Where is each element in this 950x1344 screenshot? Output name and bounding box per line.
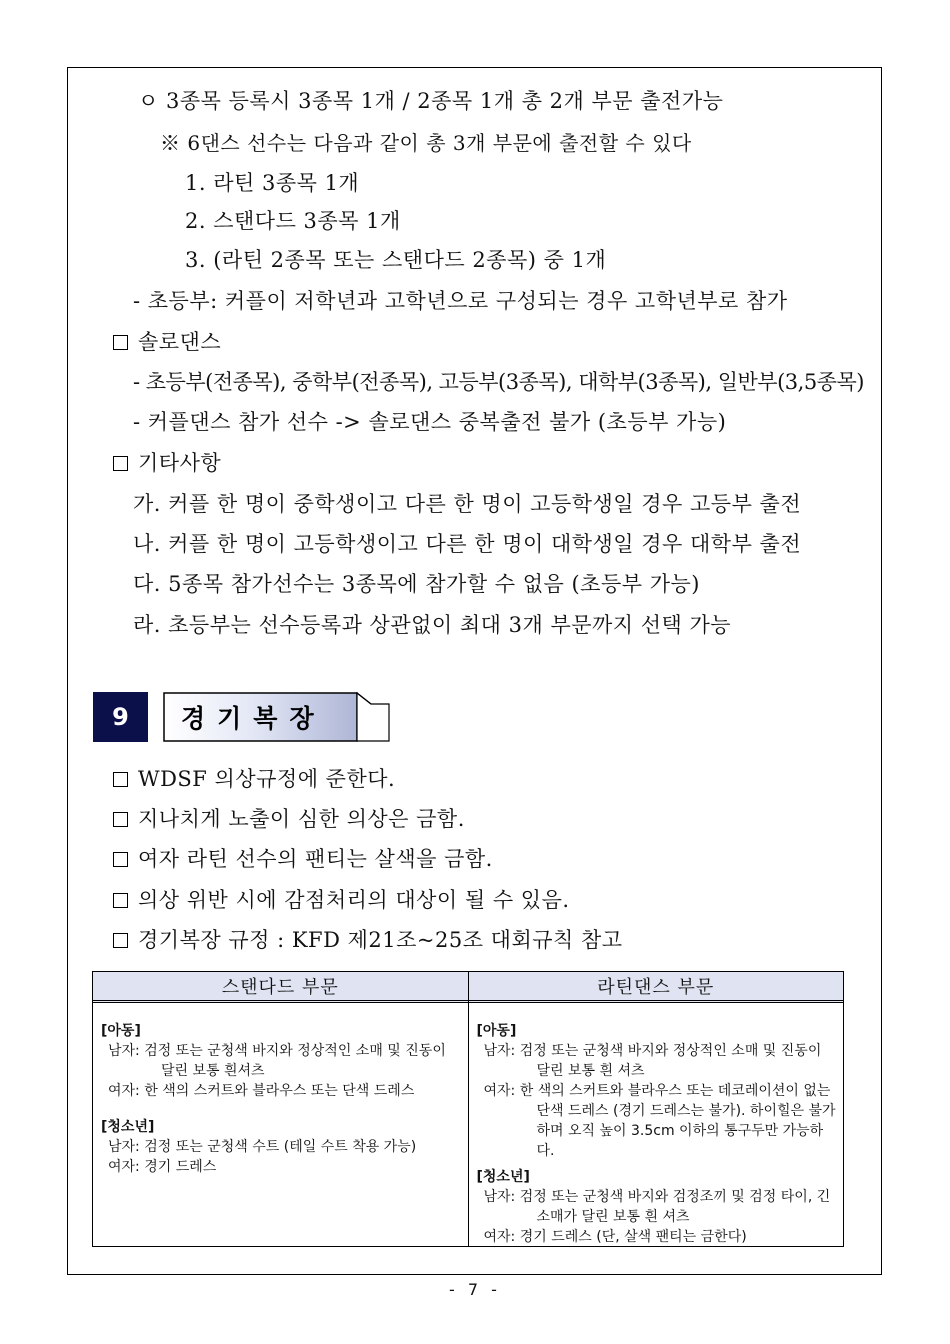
list-item: 2. 스탠다드 3종목 1개 (185, 209, 401, 233)
latin-header: 라틴댄스 부문 (469, 972, 844, 1003)
list-item: 3. (라틴 2종목 또는 스탠다드 2종목) 중 1개 (185, 248, 607, 272)
rule-line: 지나치게 노출이 심한 의상은 금함. (113, 805, 465, 833)
checkbox-square-icon (113, 456, 128, 471)
latin-column (468, 972, 844, 1246)
standard-column (93, 972, 468, 1246)
misc-item: 다. 5종목 참가선수는 3종목에 참가할 수 없음 (초등부 가능) (133, 572, 700, 596)
dress-code-table (92, 971, 844, 1247)
youth-label: [청소년] (101, 1119, 155, 1135)
solo-line: - 커플댄스 참가 선수 -> 솔로댄스 중복출전 불가 (초등부 가능) (133, 410, 727, 434)
misc-item: 가. 커플 한 명이 중학생이고 다른 한 명이 고등학생일 경우 고등부 출전 (133, 492, 802, 516)
checkbox-square-icon (113, 852, 128, 867)
solo-heading: 솔로댄스 (113, 328, 221, 356)
checkbox-square-icon (113, 335, 128, 350)
checkbox-square-icon (113, 933, 128, 948)
list-item: 1. 라틴 3종목 1개 (185, 171, 360, 195)
section-number: 9 (93, 692, 148, 742)
rule-line: 경기복장 규정 : KFD 제21조~25조 대회규칙 참고 (113, 926, 623, 954)
elementary-note: - 초등부: 커플이 저학년과 고학년으로 구성되는 경우 고학년부로 참가 (133, 289, 788, 313)
rule-line: 의상 위반 시에 감점처리의 대상이 될 수 있음. (113, 886, 570, 914)
child-label: [아동] (476, 1023, 517, 1039)
child-female: 여자: 한 색의 스커트와 블라우스 또는 단색 드레스 (108, 1083, 415, 1099)
checkbox-square-icon (113, 812, 128, 827)
child-male: 남자: 검정 또는 군청색 바지와 정상적인 소매 및 진동이 달린 보통 흰 셔츠 (483, 1043, 822, 1079)
misc-item: 라. 초등부는 선수등록과 상관없이 최대 3개 부문까지 선택 가능 (133, 613, 732, 637)
youth-female: 여자: 경기 드레스 (단, 살색 팬티는 금한다) (483, 1229, 747, 1245)
rule-line: WDSF 의상규정에 준한다. (113, 765, 395, 793)
youth-male: 남자: 검정 또는 군청색 수트 (테일 수트 착용 가능) (108, 1139, 417, 1155)
youth-male: 남자: 검정 또는 군청색 바지와 검정조끼 및 검정 타이, 긴 소매가 달린 보통 흰 셔츠 (483, 1189, 831, 1225)
youth-label: [청소년] (476, 1169, 530, 1185)
standard-cell (93, 1003, 468, 1177)
latin-cell (469, 1003, 844, 1247)
section-title: 경기복장 (181, 704, 326, 733)
six-dance-note: ※ 6댄스 선수는 다음과 같이 총 3개 부문에 출전할 수 있다 (160, 131, 692, 155)
page-number: - 7 - (449, 1280, 501, 1299)
solo-line: - 초등부(전종목), 중학부(전종목), 고등부(3종목), 대학부(3종목), 일반부(3,5종목) (133, 370, 864, 394)
checkbox-square-icon (113, 893, 128, 908)
child-female: 여자: 한 색의 스커트와 블라우스 또는 데코레이션이 없는 단색 드레스 (경기 드레스는 불가). 하이힐은 불가하며 오직 높이 3.5cm 이하의 통구두만 가능하다. (483, 1083, 836, 1159)
rule-line: 여자 라틴 선수의 팬티는 살색을 금함. (113, 845, 493, 873)
child-male: 남자: 검정 또는 군청색 바지와 정상적인 소매 및 진동이 달린 보통 흰셔츠 (108, 1043, 446, 1079)
standard-header: 스탠다드 부문 (93, 972, 468, 1003)
misc-item: 나. 커플 한 명이 고등학생이고 다른 한 명이 대학생일 경우 대학부 출전 (133, 532, 802, 556)
child-label: [아동] (101, 1023, 141, 1039)
section-title-box (163, 692, 389, 742)
checkbox-square-icon (113, 772, 128, 787)
misc-heading: 기타사항 (113, 449, 221, 477)
youth-female: 여자: 경기 드레스 (108, 1159, 217, 1175)
intro-line: ㅇ 3종목 등록시 3종목 1개 / 2종목 1개 총 2개 부문 출전가능 (138, 89, 724, 113)
